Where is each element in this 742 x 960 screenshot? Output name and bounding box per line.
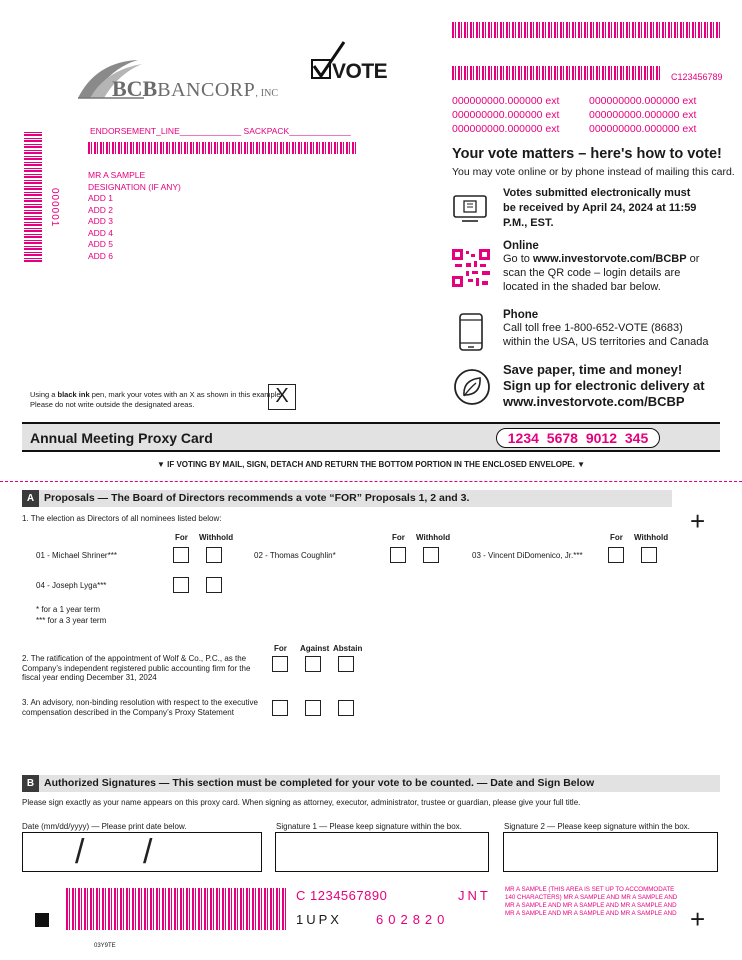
col-withhold: Withhold	[416, 533, 451, 542]
online-title: Online	[503, 240, 539, 252]
form-code: 03Y9TE	[94, 943, 116, 949]
address-line: ADD 5	[88, 239, 114, 249]
proposal-2-abstain-checkbox[interactable]	[338, 656, 354, 672]
electronic-delivery: Save paper, time and money! Sign up for electronic delivery at www.investorvote.com/BCBP	[503, 362, 705, 409]
footer-code-3: 602820	[376, 912, 450, 927]
proposal-3-label: 3. An advisory, non-binding resolution with respect to the executive compensation described in the Company’s Proxy Statement	[22, 698, 258, 717]
section-letter: A	[22, 490, 39, 507]
leaf-icon	[453, 368, 491, 406]
phone-section	[503, 309, 713, 349]
col-against: Against	[300, 644, 330, 653]
col-withhold: Withhold	[634, 533, 669, 542]
proposal-2-against-checkbox[interactable]	[305, 656, 321, 672]
company-logo: BCBBANCORP, INC	[76, 56, 306, 106]
phone-title: Phone	[503, 309, 539, 321]
ext-lines-left: 000000000.000000 ext 000000000.000000 ext 000000000.000000 ext	[452, 95, 560, 135]
proposal-2-label: 2. The ratification of the appointment of Wolf & Co., P.C., as the Company’s independent registered public accounting firm for the fiscal year ending December 31, 2024	[22, 654, 251, 682]
date-separator: /	[75, 833, 85, 871]
vote-subheading: You may vote online or by phone instead of mailing this card.	[452, 166, 735, 178]
company-suffix: INC	[260, 88, 279, 99]
jnt-code: JNT	[458, 888, 491, 903]
online-vote-link[interactable]: www.investorvote.com/BCBP	[532, 253, 687, 265]
signature-1-label: Signature 1 — Please keep signature within the box.	[276, 822, 462, 831]
address-line: ADD 6	[88, 250, 114, 261]
proposal-1-label: 1. The election as Directors of all nominees listed below:	[22, 514, 222, 523]
address-line: ADD 4	[88, 227, 114, 238]
footer-code-1: C 1234567890	[296, 888, 388, 903]
nominee-4-withhold-checkbox[interactable]	[206, 577, 222, 593]
nominee-label: 04 - Joseph Lyga***	[36, 581, 107, 590]
proposal-3-abstain-checkbox[interactable]	[338, 700, 354, 716]
phone-icon	[458, 312, 484, 352]
col-for: For	[175, 533, 188, 542]
nominee-2-withhold-checkbox[interactable]	[423, 547, 439, 563]
footer-barcode	[66, 888, 286, 930]
address-line: ADD 1	[88, 193, 114, 203]
section-a-header	[22, 490, 672, 507]
nominee-3-for-checkbox[interactable]	[608, 547, 624, 563]
side-barcode	[24, 132, 42, 262]
signature-2-label: Signature 2 — Please keep signature within the box.	[504, 822, 690, 831]
qr-code-icon	[452, 249, 490, 287]
example-mark-box: X	[268, 384, 296, 410]
account-code: C123456789	[671, 72, 723, 82]
date-label: Date (mm/dd/yyyy) — Please print date below.	[22, 822, 187, 831]
signature-2-field[interactable]	[503, 832, 718, 872]
footer-code-2: 1UPX	[296, 912, 342, 927]
address-line: ADD 3	[88, 216, 114, 226]
monitor-icon	[452, 194, 488, 224]
card-title: Annual Meeting Proxy Card	[30, 430, 213, 446]
section-a-title: Proposals — The Board of Directors recommends a vote “FOR” Proposals 1, 2 and 3.	[44, 492, 470, 504]
nominee-2-for-checkbox[interactable]	[390, 547, 406, 563]
sample-text: MR A SAMPLE (THIS AREA IS SET UP TO ACCOMMODATE 140 CHARACTERS) MR A SAMPLE AND MR A SAMPLE AND MR A SAMPLE AND MR A SAMPLE AND MR A SAMPLE AND MR A SAMPLE AND MR A SAMPLE AND MR A SAMPLE AND	[505, 886, 678, 917]
signature-instruction: Please sign exactly as your name appears on this proxy card. When signing as attorney, executor, administrator, trustee or guardian, please give your full title.	[22, 798, 581, 807]
nominee-label: 03 - Vincent DiDomenico, Jr.***	[472, 551, 583, 560]
vertical-code: 000001	[49, 188, 60, 228]
signature-1-field[interactable]	[275, 832, 489, 872]
mailing-address	[88, 170, 181, 262]
postal-barcode	[88, 142, 358, 154]
col-withhold: Withhold	[199, 533, 234, 542]
company-mark: BCB	[112, 76, 158, 101]
col-for: For	[392, 533, 405, 542]
proposal-3-against-checkbox[interactable]	[305, 700, 321, 716]
control-number: 1234 5678 9012 345	[496, 428, 660, 448]
section-b-title: Authorized Signatures — This section must be completed for your vote to be counted. — Date and Sign Below	[44, 777, 595, 789]
nominee-3-withhold-checkbox[interactable]	[641, 547, 657, 563]
proposal-3-for-checkbox[interactable]	[272, 700, 288, 716]
delivery-link[interactable]: www.investorvote.com/BCBP	[503, 394, 685, 409]
detach-note: ▼ IF VOTING BY MAIL, SIGN, DETACH AND RETURN THE BOTTOM PORTION IN THE ENCLOSED ENVELOPE. ▼	[156, 460, 585, 469]
col-for: For	[610, 533, 623, 542]
vote-logo	[310, 40, 388, 83]
account-barcode	[452, 66, 662, 80]
plus-mark: +	[690, 506, 706, 536]
section-letter: B	[22, 775, 39, 792]
nominee-1-withhold-checkbox[interactable]	[206, 547, 222, 563]
perforation-line	[0, 481, 742, 482]
vote-heading: Your vote matters – here's how to vote!	[452, 146, 722, 162]
term-notes: * for a 1 year term *** for a 3 year term	[36, 605, 107, 625]
vote-text: VOTE	[332, 60, 388, 83]
mark-instructions: Using a black ink pen, mark your votes with an X as shown in this example. Please do not write outside the designated areas.	[30, 390, 283, 409]
date-field[interactable]	[22, 832, 262, 872]
section-b-header	[22, 775, 720, 792]
nominee-label: 01 - Michael Shriner***	[36, 551, 117, 560]
top-barcode	[452, 22, 720, 38]
phone-text: Call toll free 1-800-652-VOTE (8683) within the USA, US territories and Canada	[503, 322, 709, 348]
proposal-2-for-checkbox[interactable]	[272, 656, 288, 672]
card-title-bar	[22, 422, 720, 452]
endorsement-line: ENDORSEMENT_LINE_____________ SACKPACK_____________	[90, 126, 351, 136]
deadline-text: Votes submitted electronically must be received by April 24, 2024 at 11:59 P.M., EST.	[503, 187, 697, 229]
col-abstain: Abstain	[333, 644, 363, 653]
ext-lines-right: 000000000.000000 ext 000000000.000000 ext 000000000.000000 ext	[589, 95, 697, 135]
company-name: BANCORP	[157, 79, 256, 101]
date-separator: /	[143, 833, 153, 871]
registration-square	[35, 913, 49, 927]
address-line: DESIGNATION (IF ANY)	[88, 181, 181, 192]
address-line: MR A SAMPLE	[88, 170, 146, 180]
nominee-4-for-checkbox[interactable]	[173, 577, 189, 593]
plus-mark: +	[690, 904, 706, 934]
address-line: ADD 2	[88, 204, 114, 215]
nominee-1-for-checkbox[interactable]	[173, 547, 189, 563]
col-for: For	[274, 644, 287, 653]
nominee-label: 02 - Thomas Coughlin*	[254, 551, 336, 560]
online-section: Online Go to www.investorvote.com/BCBP or scan the QR code – login details are located in the shaded bar below.	[503, 240, 708, 294]
